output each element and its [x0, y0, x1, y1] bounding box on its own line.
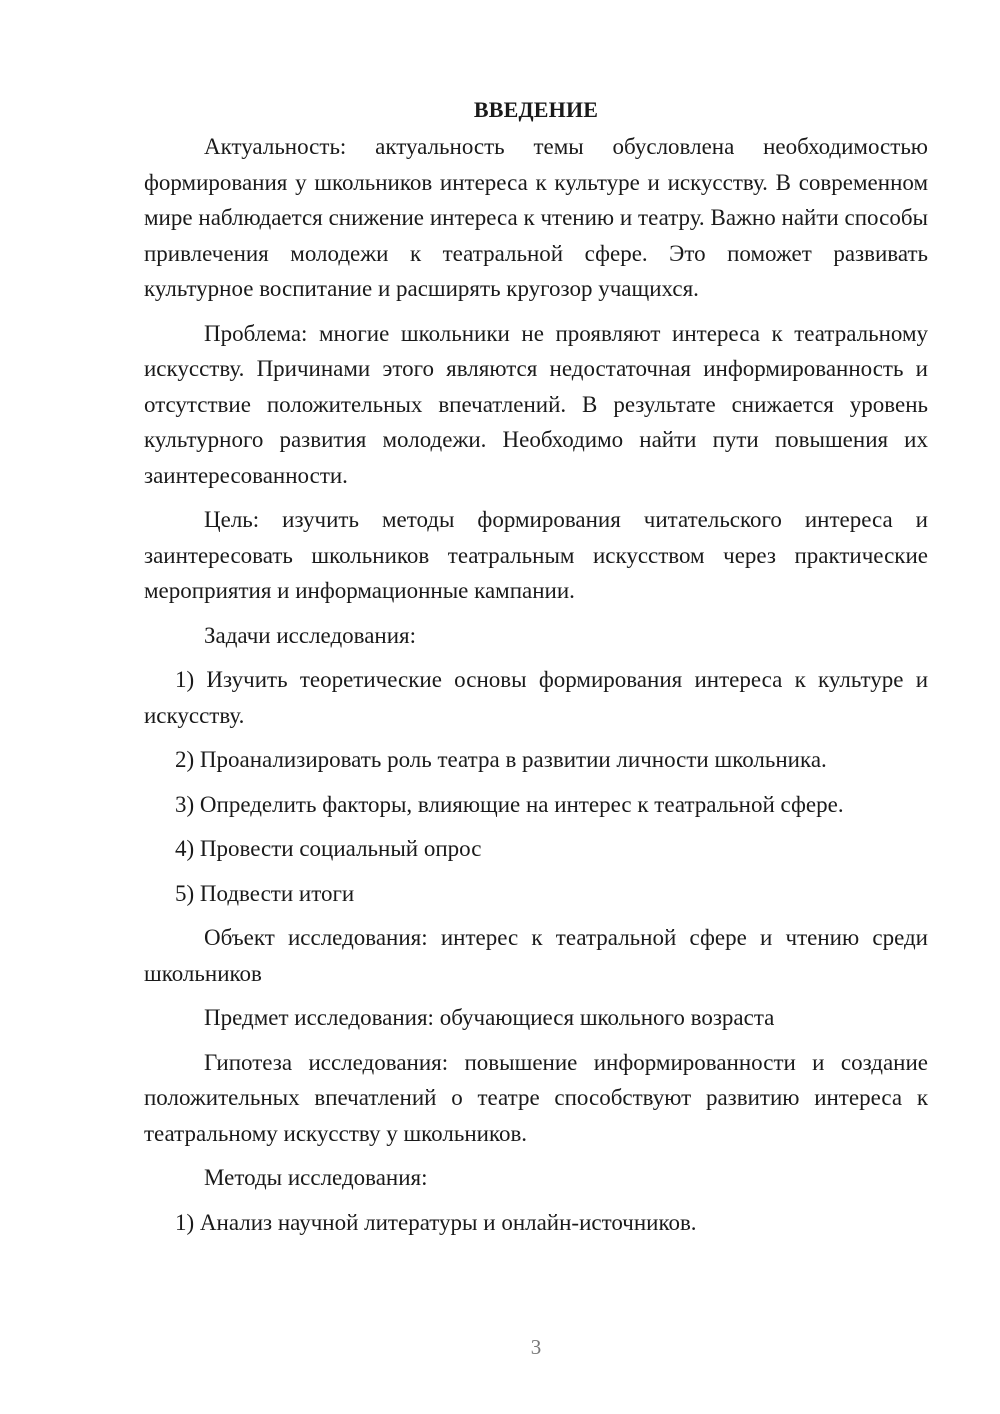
task-item-5: 5) Подвести итоги [175, 880, 355, 906]
paragraph-methods-heading: Методы исследования: [204, 1165, 428, 1190]
paragraph-problem: Проблема: многие школьники не проявляют интереса к театральному искусству. Причинами этого являются недостаточная информированность и отсутствие положительных впечатлений. В результате снижается уровень культурного развития молодежи. Необходимо найти пути повышения их заинтересованности. [144, 320, 928, 488]
method-item-1: 1) Анализ научной литературы и онлайн-источников. [175, 1209, 697, 1235]
task-item-1: 1) Изучить теоретические основы формирования интереса к культуре и искусству. [144, 667, 928, 728]
paragraph-goal: Цель: изучить методы формирования читательского интереса и заинтересовать школьников театральным искусством через практические мероприятия и информационные кампании. [144, 507, 928, 603]
page-content [144, 92, 928, 1249]
page-title: ВВЕДЕНИЕ [473, 97, 599, 122]
paragraph-relevance: Актуальность: актуальность темы обусловлена необходимостью формирования у школьников интереса к культуре и искусству. В современном мире наблюдается снижение интереса к чтению и театру. Важно найти способы привлечения молодежи к театральной сфере. Это поможет развивать культурное воспитание и расширять кругозор учащихся. [144, 134, 928, 301]
paragraph-tasks-heading: Задачи исследования: [204, 622, 417, 648]
task-item-4: 4) Провести социальный опрос [175, 836, 482, 861]
paragraph-object: Объект исследования: интерес к театральной сфере и чтению среди школьников [144, 925, 928, 986]
paragraph-hypothesis: Гипотеза исследования: повышение информированности и создание положительных впечатлений о театре способствуют развитию интереса к театральному искусству у школьников. [144, 1049, 928, 1146]
paragraph-subject: Предмет исследования: обучающиеся школьного возраста [204, 1005, 775, 1030]
task-item-3: 3) Определить факторы, влияющие на интерес к театральной сфере. [175, 791, 844, 817]
page-number: 3 [530, 1335, 542, 1359]
task-item-2: 2) Проанализировать роль театра в развитии личности школьника. [175, 747, 827, 772]
